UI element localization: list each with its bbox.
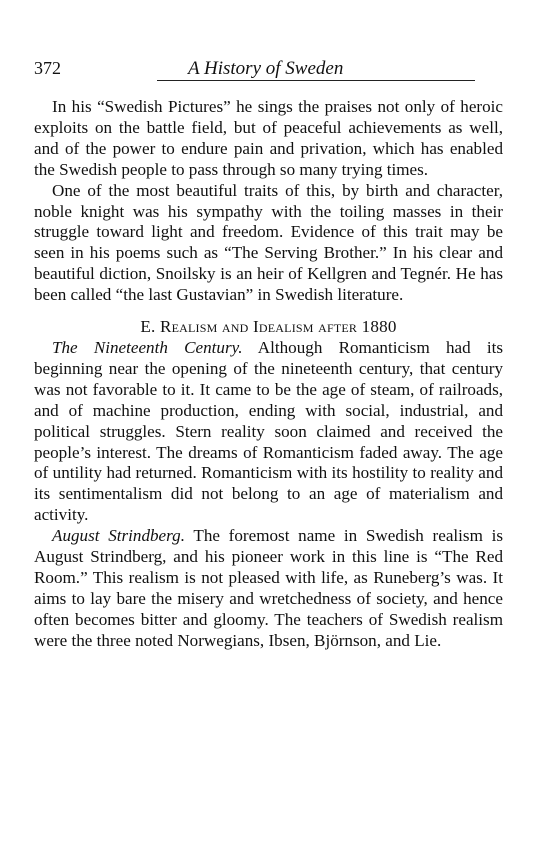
page-header <box>34 58 514 80</box>
body-text <box>34 97 503 652</box>
paragraph-title: The Nineteenth Century. <box>52 337 243 357</box>
page-number: 372 <box>34 58 61 78</box>
header-rule <box>157 80 475 81</box>
paragraph-text: Although Romanticism had its beginning near the opening of the nineteenth century, that century was not favorable to it. It came to be the age of steam, of railroads, and of machine production, ending with social, industrial, and political struggles. Stern reality soon claimed and received the people’s interest. The dreams of Romanticism faded away. The age of untility had returned. Romanticism with its hostility to reality and its sentimentalism did not belong to an age of materialism and activity. <box>34 337 503 525</box>
paragraph: In his “Swedish Pictures” he sings the praises not only of heroic exploits on the battle field, but of peaceful achievements as well, and of the power to endure pain and privation, which has enabled the Swedish people to pass through so many trying times. <box>34 97 503 179</box>
paragraph: One of the most beautiful traits of this, by birth and character, noble knight was his sympathy with the toiling masses in their struggle toward light and freedom. Evidence of this trait may be seen in his poems such as “The Serving Brother.” In his clear and beautiful diction, Snoilsky is an heir of Kellgren and Tegnér. He has been called “the last Gustavian” in Swedish literature. <box>34 180 503 305</box>
paragraph-text: The foremost name in Swedish realism is August Strindberg, and his pioneer work in this line is “The Red Room.” This realism is not pleased with life, as Runeberg’s was. It aims to lay bare the misery and wretchedness of society, and hence often becomes bitter and gloomy. The teachers of Swedish realism were the three noted Norwegians, Ibsen, Björnson, and Lie. <box>34 526 503 650</box>
paragraph <box>34 338 503 526</box>
running-title: A History of Sweden <box>188 58 344 79</box>
paragraph <box>34 526 503 651</box>
section-heading: E. Realism and Idealism after 1880 <box>140 317 397 337</box>
paragraph-title: August Strindberg. <box>52 526 185 546</box>
